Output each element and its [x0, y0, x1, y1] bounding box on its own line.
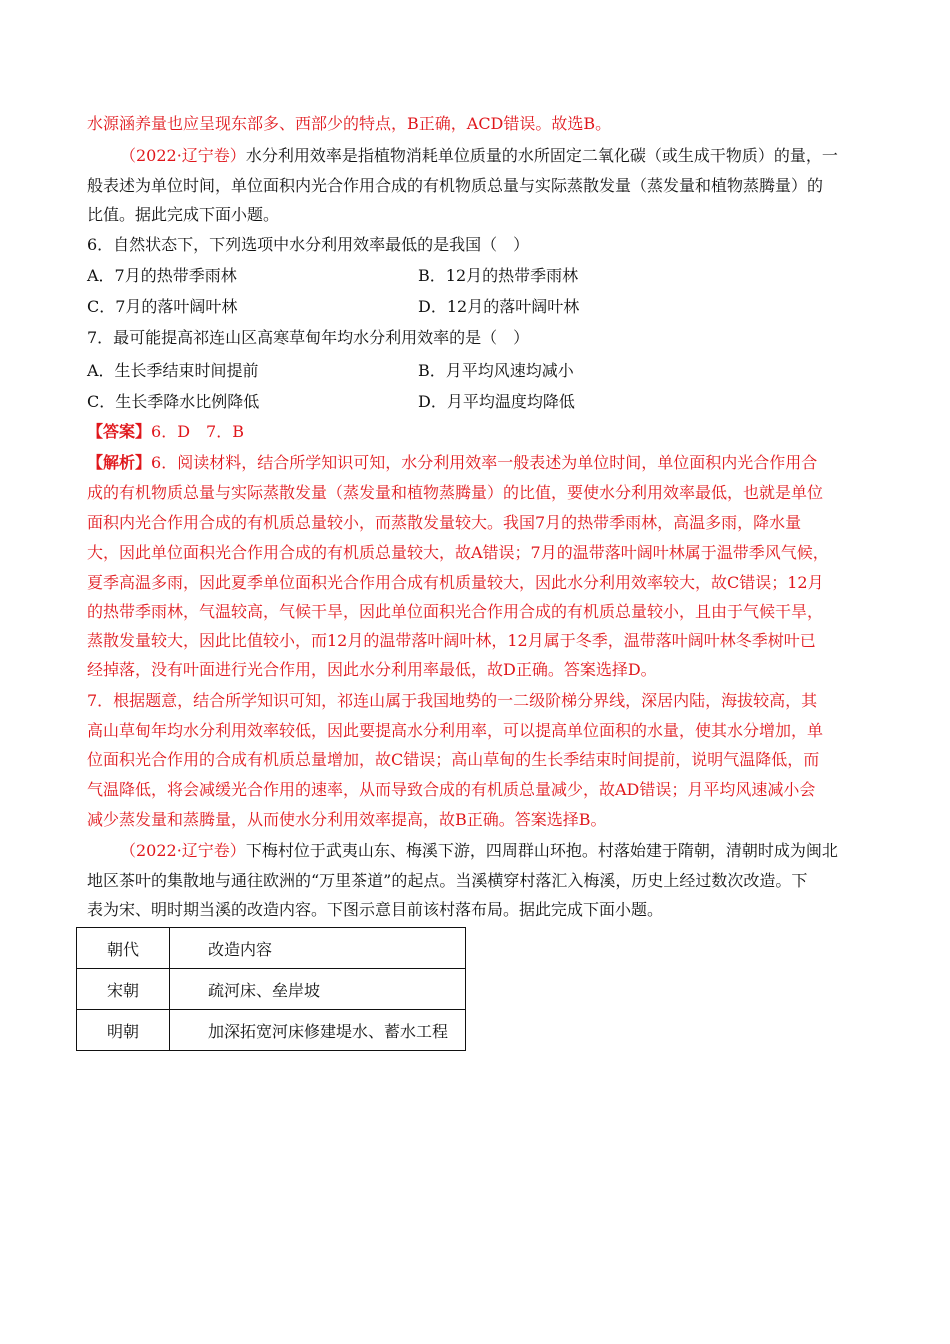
answer-text: 6．D 7．B [151, 422, 244, 441]
q6-7-intro-line2: 般表述为单位时间，单位面积内光合作用合成的有机物质总量与实际蒸散发量（蒸发量和植物蒸腾量）的 [87, 176, 824, 195]
source-tag: （2022·辽宁卷） [120, 841, 246, 860]
table-header-cell: 朝代 [77, 928, 170, 969]
table-cell: 宋朝 [77, 969, 170, 1010]
next-intro-line2: 地区茶叶的集散地与通往欧洲的“万里茶道”的起点。当溪横穿村落汇入梅溪，历史上经过数次改造。下 [87, 871, 808, 890]
next-intro-line1 [120, 840, 895, 862]
intro-text: 水分利用效率是指植物消耗单位质量的水所固定二氧化碳（或生成干物质）的量，一 [245, 146, 838, 165]
analysis-line-11: 位面积光合作用的合成有机质总量增加，故C错误；高山草甸的生长季结束时间提前，说明气温降低，而 [87, 750, 820, 769]
analysis-line-8: 经掉落，没有叶面进行光合作用，因此水分利用率最低，故D正确。答案选择D。 [87, 660, 657, 679]
q6-option-c: C．7月的落叶阔叶林 [87, 297, 238, 316]
analysis-line-10: 高山草甸年均水分利用效率较低，因此要提高水分利用率，可以提高单位面积的水量，使其水分增加，单 [87, 721, 824, 740]
next-intro-line3: 表为宋、明时期当溪的改造内容。下图示意目前该村落布局。据此完成下面小题。 [87, 900, 664, 919]
source-tag: （2022·辽宁卷） [120, 146, 246, 165]
table-header-row [77, 928, 466, 969]
analysis-line-4: 大，因此单位面积光合作用合成的有机质总量较大，故A错误；7月的温带落叶阔叶林属于温带季风气候， [87, 543, 829, 562]
q6-stem: 6．自然状态下，下列选项中水分利用效率最低的是我国（ ） [87, 235, 530, 254]
q6-option-d: D．12月的落叶阔叶林 [418, 297, 580, 316]
q6-option-b: B．12月的热带季雨林 [418, 266, 579, 285]
analysis-line-12: 气温降低，将会减缓光合作用的速率，从而导致合成的有机质总量减少，故AD错误；月平均风速减小会 [87, 780, 816, 799]
analysis-text: 6．阅读材料，结合所学知识可知，水分利用效率一般表述为单位时间，单位面积内光合作用合 [151, 453, 818, 472]
q7-option-b: B．月平均风速均减小 [418, 361, 574, 380]
analysis-line-3: 面积内光合作用合成的有机质总量较小，而蒸散发量较大。我国7月的热带季雨林，高温多雨，降水量 [87, 513, 802, 532]
analysis-line-9: 7．根据题意，结合所学知识可知，祁连山属于我国地势的一二级阶梯分界线，深居内陆，海拔较高，其 [87, 691, 818, 710]
table-row [77, 1010, 466, 1051]
renovation-table [76, 927, 466, 1051]
q7-stem: 7．最可能提高祁连山区高寒草甸年均水分利用效率的是（ ） [87, 328, 530, 347]
analysis-line-6: 的热带季雨林，气温较高，气候干旱，因此单位面积光合作用合成的有机质总量较小，且由于气候干旱， [87, 602, 824, 621]
analysis-line-7: 蒸散发量较大，因此比值较小，而12月的温带落叶阔叶林，12月属于冬季，温带落叶阔叶林冬季树叶已 [87, 631, 816, 650]
table-cell: 明朝 [77, 1010, 170, 1051]
table-cell: 加深拓宽河床修建堤水、蓄水工程 [170, 1010, 466, 1051]
analysis-line-1 [87, 452, 862, 474]
q6-7-intro-line1 [120, 145, 895, 167]
q7-option-c: C．生长季降水比例降低 [87, 392, 260, 411]
analysis-line-13: 减少蒸发量和蒸腾量，从而使水分利用效率提高，故B正确。答案选择B。 [87, 810, 607, 829]
q7-option-d: D．月平均温度均降低 [418, 392, 575, 411]
analysis-line-5: 夏季高温多雨，因此夏季单位面积光合作用合成有机质量较大，因此水分利用效率较大，故C错误；12月 [87, 573, 824, 592]
q6-7-intro-line3: 比值。据此完成下面小题。 [87, 205, 280, 224]
answer-line [87, 421, 862, 443]
table-cell: 疏河床、垒岸坡 [170, 969, 466, 1010]
table-row [77, 969, 466, 1010]
q7-option-a: A．生长季结束时间提前 [87, 361, 259, 380]
intro-text: 下梅村位于武夷山东、梅溪下游，四周群山环抱。村落始建于隋朝，清朝时成为闽北 [245, 841, 838, 860]
top-explanation: 水源涵养量也应呈现东部多、西部少的特点，B正确，ACD错误。故选B。 [87, 114, 612, 133]
table-header-cell: 改造内容 [170, 928, 466, 969]
q6-option-a: A．7月的热带季雨林 [87, 266, 237, 285]
analysis-line-2: 成的有机物质总量与实际蒸散发量（蒸发量和植物蒸腾量）的比值，要使水分利用效率最低，也就是单位 [87, 483, 824, 502]
analysis-tag: 【解析】 [87, 453, 152, 472]
answer-tag: 【答案】 [87, 422, 152, 441]
